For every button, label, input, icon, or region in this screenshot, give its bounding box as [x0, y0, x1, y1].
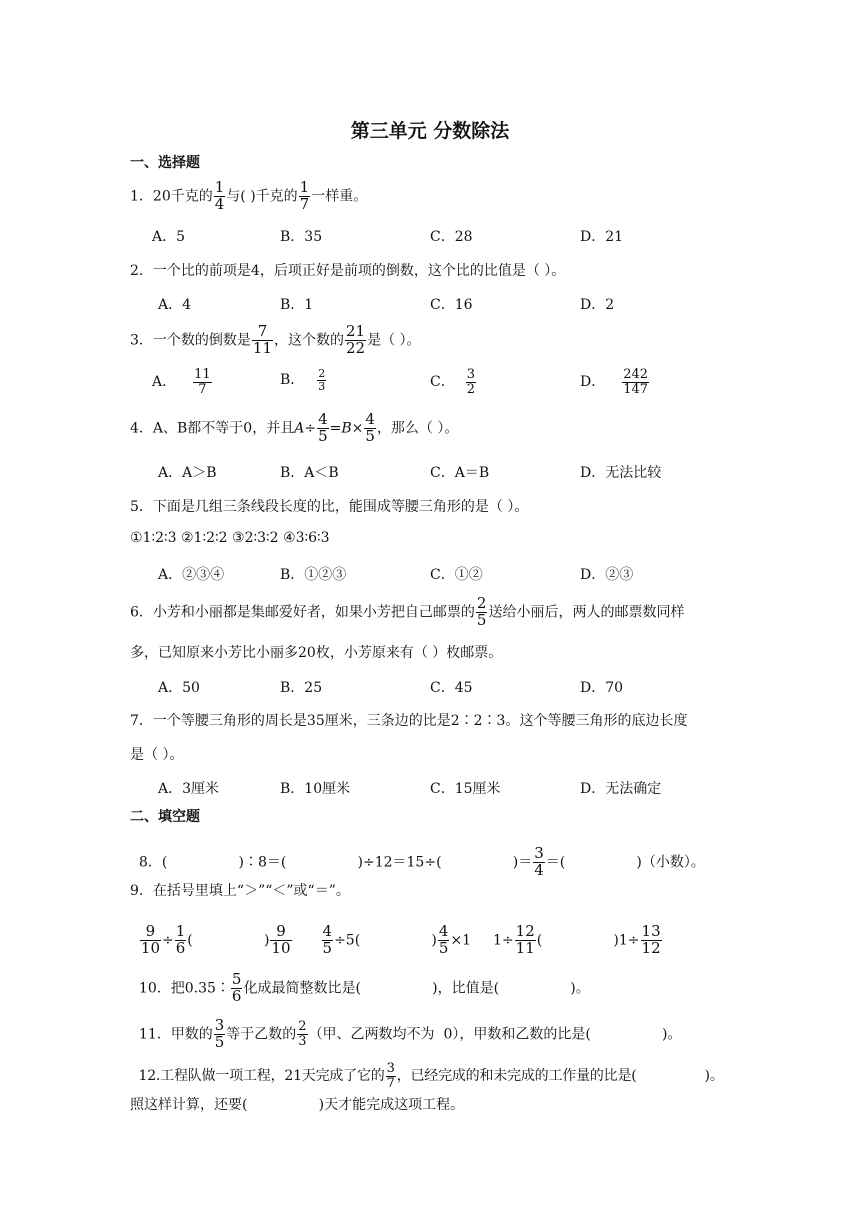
question-12: 12.工程队做一项工程，21天完成了它的 $\frac{3}{7}$ ，已经完成的和未完成的工作量的比是( )。: [138, 1061, 724, 1091]
fraction: $\frac{12}{11}$: [515, 922, 535, 957]
section-heading-fill: 二、填空题: [130, 809, 200, 825]
q7-option-a[interactable]: A．3厘米: [158, 781, 220, 797]
fraction: $\frac{2}{5}$: [476, 594, 487, 629]
fraction: $\frac{3}{7}$: [386, 1061, 395, 1091]
question-11: 11．甲数的 $\frac{3}{5}$ 等于乙数的 $\frac{2}{3}$ （甲、乙两数均不为 0），甲数和乙数的比是( )。: [138, 1016, 682, 1051]
question-6: 6．小芳和小丽都是集邮爱好者，如果小芳把自己邮票的 $\frac{2}{5}$ 送给小丽后，两人的邮票数同样: [130, 594, 685, 629]
q6-option-b[interactable]: B．25: [280, 680, 323, 696]
q6-option-a[interactable]: A．50: [158, 680, 200, 696]
fraction: $\frac{21}{22}$: [346, 322, 366, 357]
page-title: 第三单元 分数除法: [350, 120, 510, 142]
question-7: 7．一个等腰三角形的周长是35厘米，三条边的比是2∶2∶3。这个等腰三角形的底边长度: [130, 713, 688, 729]
question-8: 8．( )∶8＝( )÷12＝15÷( )＝ $\frac{3}{4}$ ＝( )（小数）。: [138, 844, 705, 879]
q2-option-c[interactable]: C．16: [430, 297, 473, 313]
q4-option-c[interactable]: C．A＝B: [430, 465, 490, 481]
q4-option-a[interactable]: A．A＞B: [158, 465, 217, 481]
fraction: $\frac{2}{3}$: [298, 1019, 307, 1049]
fraction: $\frac{3}{4}$: [534, 844, 544, 879]
q2-option-b[interactable]: B．1: [280, 297, 314, 313]
question-12-line2: 照这样计算，还要( )天才能完成这项工程。: [130, 1097, 465, 1113]
q1-text-mid: 与( )千克的: [226, 188, 298, 205]
q7-option-d[interactable]: D．无法确定: [580, 781, 662, 797]
question-3: 3．一个数的倒数是 $\frac{7}{11}$ ，这个数的 $\frac{21}{22}$ 是（ ）。: [130, 322, 421, 357]
fraction: $\frac{11}{7}$: [194, 367, 211, 397]
q4-option-b[interactable]: B．A＜B: [280, 465, 339, 481]
q9-blank-1[interactable]: ( ): [187, 932, 270, 949]
question-9: 9．在括号里填上“＞”“＜”或“＝”。: [130, 883, 350, 899]
q6-option-d[interactable]: D．70: [580, 680, 624, 696]
q1-option-c[interactable]: C．28: [430, 229, 473, 245]
q5-groups: ①1∶2∶3 ②1∶2∶2 ③2∶3∶2 ④3∶6∶3: [130, 530, 330, 546]
fraction: $\frac{1}{4}$: [214, 178, 225, 213]
q6-option-c[interactable]: C．45: [430, 680, 473, 696]
q3-option-b[interactable]: B． $\frac{2}{3}$: [280, 367, 326, 393]
q1-option-a[interactable]: A．5: [152, 229, 186, 245]
question-10: 10．把0.35∶ $\frac{5}{6}$ 化成最简整数比是( )，比值是( )。: [138, 970, 590, 1005]
fraction: $\frac{13}{12}$: [641, 922, 661, 957]
q4-option-d[interactable]: D．无法比较: [580, 465, 662, 481]
fraction: $\frac{1}{6}$: [175, 922, 186, 957]
section-heading-choice: 一、选择题: [130, 155, 200, 171]
question-7-line2: 是（ ）。: [130, 747, 184, 763]
fraction: $\frac{4}{5}$: [318, 410, 328, 445]
q5-option-c[interactable]: C．①②: [430, 567, 483, 583]
fraction: $\frac{4}{5}$: [365, 410, 375, 445]
fraction: $\frac{4}{5}$: [438, 922, 449, 957]
fraction: $\frac{1}{7}$: [299, 178, 310, 213]
q2-option-d[interactable]: D．2: [580, 297, 615, 313]
question-4: 4．A、B都不等于0，并且A÷ $\frac{4}{5}$ =B× $\frac{4}{5}$ ，那么（ ）。: [130, 410, 459, 445]
q1-option-d[interactable]: D．21: [580, 229, 624, 245]
q1-text-pre: 1．20千克的: [130, 188, 213, 205]
fraction: $\frac{5}{6}$: [231, 970, 242, 1005]
question-1: [130, 180, 367, 213]
q1-option-b[interactable]: B．35: [280, 229, 323, 245]
q3-option-c[interactable]: C． $\frac{3}{2}$: [430, 367, 475, 397]
q9-expressions: $\frac{9}{10}$ ÷ $\frac{1}{6}$ ( ) $\frac{9}{10}$ $\frac{4}{5}$ ÷5( ) $\frac{4}{5}$ ×1 1÷ $\frac{12}{11}$ ( )1÷ $\frac{13}{12}$: [140, 922, 661, 957]
q5-option-b[interactable]: B．①②③: [280, 567, 347, 583]
q1-text-post: 一样重。: [311, 188, 368, 205]
question-5: 5．下面是几组三条线段长度的比，能围成等腰三角形的是（ ）。: [130, 499, 529, 515]
fraction: $\frac{4}{5}$: [322, 922, 333, 957]
q7-option-c[interactable]: C．15厘米: [430, 781, 501, 797]
fraction: $\frac{9}{10}$: [271, 922, 291, 957]
q7-option-b[interactable]: B．10厘米: [280, 781, 351, 797]
q9-blank-2[interactable]: ): [360, 932, 437, 949]
q2-option-a[interactable]: A．4: [158, 297, 192, 313]
q3-option-d[interactable]: D． $\frac{242}{147}$: [580, 367, 649, 397]
question-2: 2．一个比的前项是4，后项正好是前项的倒数，这个比的比值是（ ）。: [130, 263, 566, 279]
fraction: $\frac{3}{5}$: [214, 1016, 225, 1051]
question-6-line2: 多，已知原来小芳比小丽多20枚，小芳原来有（ ）枚邮票。: [130, 645, 503, 661]
q5-option-a[interactable]: A．②③④: [158, 567, 225, 583]
fraction: $\frac{242}{147}$: [623, 367, 649, 397]
q3-option-a[interactable]: A． $\frac{11}{7}$: [152, 367, 211, 397]
q9-blank-3[interactable]: ( )1÷: [536, 932, 640, 949]
fraction: $\frac{3}{2}$: [466, 367, 475, 397]
fraction: $\frac{7}{11}$: [252, 322, 273, 357]
fraction: $\frac{2}{3}$: [318, 367, 326, 393]
fraction: $\frac{9}{10}$: [140, 922, 160, 957]
q5-option-d[interactable]: D．②③: [580, 567, 634, 583]
